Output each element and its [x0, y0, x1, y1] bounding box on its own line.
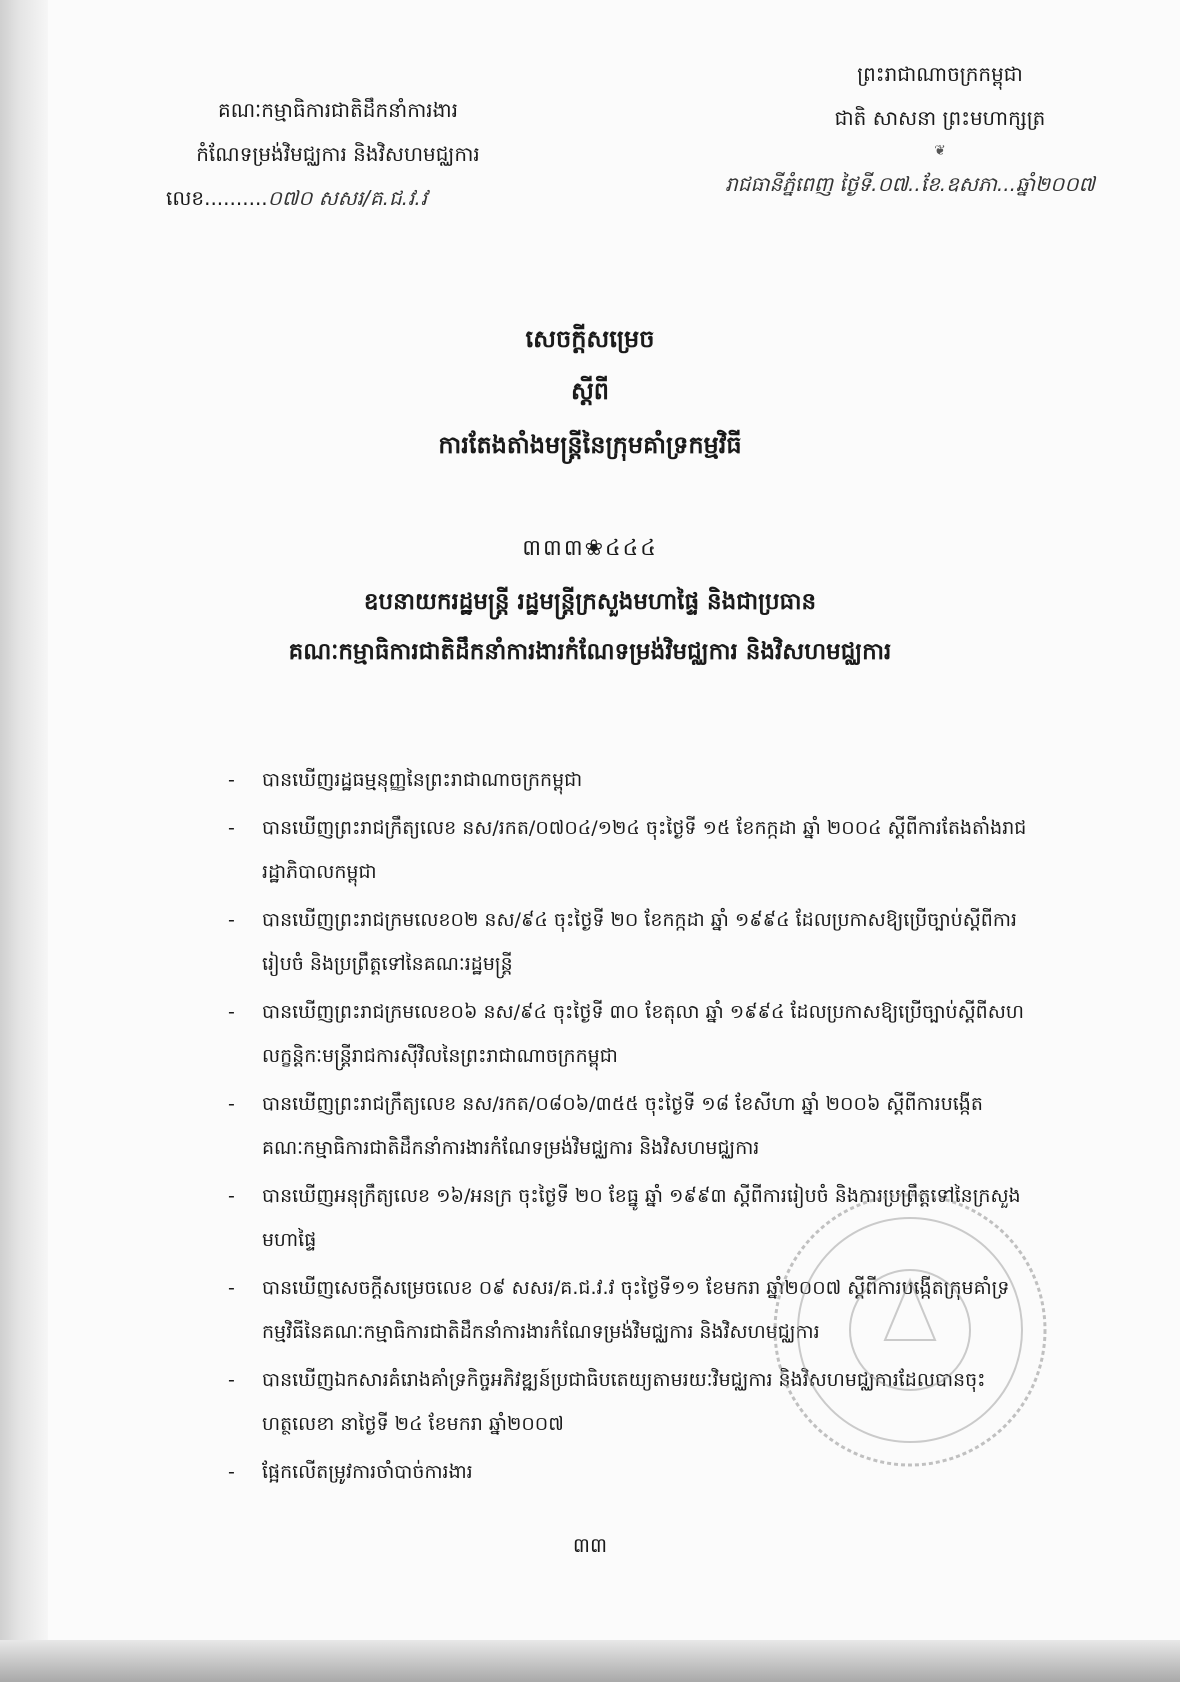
list-item: - បានឃើញព្រះរាជក្រឹត្យលេខ នស/រកត/០៧០៤/១២៤ ចុះថ្ងៃទី ១៥ ខែកក្កដា ឆ្នាំ ២០០៤ ស្តីពីការតែងតាំងរាជរដ្ឋាភិបាលកម្ពុជា — [228, 806, 1048, 894]
reference-value: ០៧០ សសរ/គ.ជ.វ.វ — [267, 186, 428, 210]
title-ornament: ៣៣៣❀៤៤៤ — [522, 536, 658, 561]
list-item: - បានឃើញព្រះរាជក្រមលេខ០២ នស/៩៤ ចុះថ្ងៃទី ២០ ខែកក្កដា ឆ្នាំ ១៩៩៤ ដែលប្រកាសឱ្យប្រើច្បាប់ស្តីពីការរៀបចំ និងប្រព្រឹត្តទៅនៃគណៈរដ្ឋមន្ត្រី — [228, 898, 1048, 986]
issuing-body-header — [148, 88, 528, 220]
decision-subtitle: ស្តីពី — [570, 377, 610, 405]
page-number: ៣៣ — [572, 1533, 608, 1557]
list-item: - បានឃើញព្រះរាជក្រមលេខ០៦ នស/៩៤ ចុះថ្ងៃទី ៣០ ខែតុលា ឆ្នាំ ១៩៩៤ ដែលប្រកាសឱ្យប្រើច្បាប់ស្តីពីសហលក្ខន្តិកៈមន្ត្រីរាជការស៊ីវិលនៃព្រះរាជាណាចក្រកម្ពុជា — [228, 990, 1048, 1078]
list-item: - ផ្អែកលើតម្រូវការចាំបាច់ការងារ — [228, 1450, 1048, 1494]
list-item: - បានឃើញព្រះរាជក្រឹត្យលេខ នស/រកត/០៨០៦/៣៥៥ ចុះថ្ងៃទី ១៨ ខែសីហា ឆ្នាំ ២០០៦ ស្តីពីការបង្កើតគណៈកម្មាធិការជាតិដឹកនាំការងារកំណែទម្រង់វិមជ្ឈការ និងវិសហមជ្ឈការ — [228, 1082, 1048, 1170]
scan-shadow-left — [0, 0, 48, 1682]
scan-shadow-bottom — [0, 1640, 1180, 1682]
list-item: - បានឃើញឯកសារគំរោងគាំទ្រកិច្ចអភិវឌ្ឍន៍ប្រជាធិបតេយ្យតាមរយៈវិមជ្ឈការ និងវិសហមជ្ឈការដែលបានចុះហត្ថលេខា នាថ្ងៃទី ២៤ ខែមករា ឆ្នាំ២០០៧ — [228, 1358, 1048, 1446]
issuer-line-2: កំណែទម្រង់វិមជ្ឈការ និងវិសហមជ្ឈការ — [196, 142, 480, 166]
official-seal — [760, 1180, 1060, 1480]
authority-line-1: ឧបនាយករដ្ឋមន្ត្រី រដ្ឋមន្ត្រីក្រសួងមហាផ្ទៃ និងជាប្រធាន — [363, 589, 817, 615]
place-date-line: រាជធានីភ្នំពេញ ថ្ងៃទី.០៧..ខែ.ឧសភា...ឆ្នាំ២០០៧ — [725, 172, 1095, 196]
list-item: - បានឃើញអនុក្រឹត្យលេខ ១៦/អនក្រ ចុះថ្ងៃទី ២០ ខែធ្នូ ឆ្នាំ ១៩៩៣ ស្តីពីការរៀបចំ និងការប្រព្រឹត្តទៅនៃក្រសួងមហាផ្ទៃ — [228, 1174, 1048, 1262]
issuer-line-1: គណៈកម្មាធិការជាតិដឹកនាំការងារ — [218, 98, 458, 122]
decision-subject: ការតែងតាំងមន្ត្រីនៃក្រុមគាំទ្រកម្មវិធី — [438, 431, 742, 459]
reference-number — [148, 176, 528, 220]
kingdom-name: ព្រះរាជាណាចក្រកម្ពុជា — [857, 62, 1023, 86]
decision-title: សេចក្តីសម្រេច — [525, 325, 655, 353]
motto-ornament: ❦ — [934, 143, 946, 159]
kingdom-header — [725, 52, 1150, 206]
list-item: - បានឃើញសេចក្តីសម្រេចលេខ ០៩ សសរ/គ.ជ.វ.វ ចុះថ្ងៃទី១១ ខែមករា ឆ្នាំ២០០៧ ស្តីពីការបង្កើតក្រុមគាំទ្រកម្មវិធីនៃគណៈកម្មាធិការជាតិដឹកនាំការងារកំណែទម្រង់វិមជ្ឈការ និងវិសហមជ្ឈការ — [228, 1266, 1048, 1354]
reference-label: លេខ.......... — [166, 186, 268, 210]
list-item: - បានឃើញរដ្ឋធម្មនុញ្ញនៃព្រះរាជាណាចក្រកម្ពុជា — [228, 758, 1048, 802]
authority-line-2: គណៈកម្មាធិការជាតិដឹកនាំការងារកំណែទម្រង់វិមជ្ឈការ និងវិសហមជ្ឈការ — [288, 639, 892, 665]
national-motto: ជាតិ សាសនា ព្រះមហាក្សត្រ — [834, 106, 1046, 130]
